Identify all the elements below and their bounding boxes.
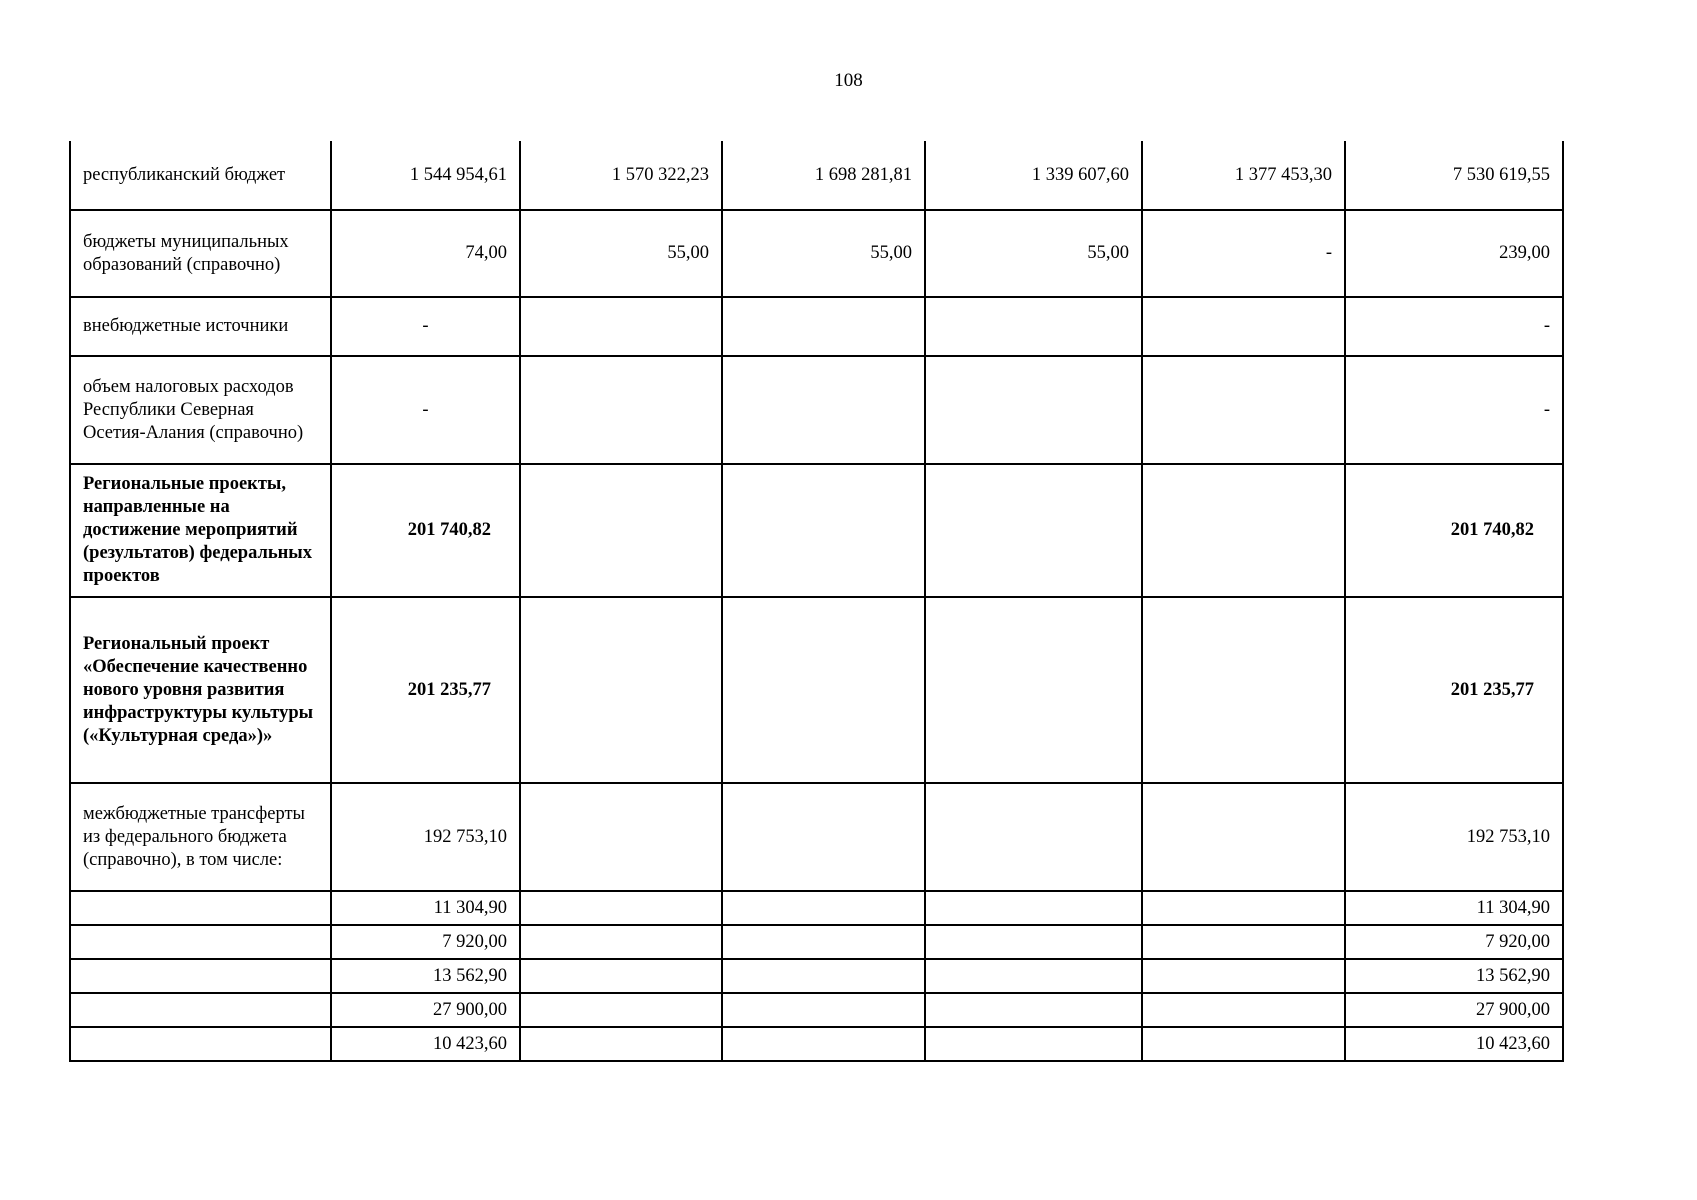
value-cell: - [1345, 356, 1563, 464]
value-cell [722, 356, 925, 464]
value-cell: 55,00 [722, 210, 925, 297]
value-cell [722, 1027, 925, 1061]
value-cell: 1 544 954,61 [331, 141, 520, 210]
value-cell [722, 297, 925, 356]
row-label: объем налоговых расходов Республики Северная Осетия-Алания (справочно) [70, 356, 331, 464]
value-cell [520, 925, 722, 959]
value-cell: 192 753,10 [331, 783, 520, 891]
table-row [70, 464, 1563, 597]
row-label [70, 891, 331, 925]
value-cell: 7 530 619,55 [1345, 141, 1563, 210]
value-cell [1142, 925, 1345, 959]
value-cell [722, 891, 925, 925]
value-cell [520, 783, 722, 891]
value-cell: - [331, 297, 520, 356]
value-cell [520, 891, 722, 925]
row-label [70, 1027, 331, 1061]
value-cell: 55,00 [925, 210, 1142, 297]
value-cell [925, 959, 1142, 993]
page-number: 108 [834, 70, 863, 91]
row-label: внебюджетные источники [70, 297, 331, 356]
row-label: межбюджетные трансферты из федерального бюджета (справочно), в том числе: [70, 783, 331, 891]
value-cell: 1 570 322,23 [520, 141, 722, 210]
table-row [70, 597, 1563, 783]
value-cell: 1 339 607,60 [925, 141, 1142, 210]
value-cell: - [331, 356, 520, 464]
value-cell [520, 297, 722, 356]
value-cell [925, 925, 1142, 959]
value-cell [1142, 597, 1345, 783]
row-label: Региональные проекты, направленные на достижение мероприятий (результатов) федеральных проектов [70, 464, 331, 597]
value-cell [925, 464, 1142, 597]
value-cell: 27 900,00 [331, 993, 520, 1027]
table-row [70, 925, 1563, 959]
value-cell [925, 597, 1142, 783]
budget-table [69, 141, 1564, 1062]
value-cell [1142, 356, 1345, 464]
value-cell [722, 925, 925, 959]
table-row [70, 891, 1563, 925]
value-cell [520, 1027, 722, 1061]
row-label [70, 993, 331, 1027]
row-label: бюджеты муниципальных образований (справочно) [70, 210, 331, 297]
value-cell: 1 698 281,81 [722, 141, 925, 210]
value-cell: - [1345, 297, 1563, 356]
value-cell [520, 959, 722, 993]
value-cell [520, 464, 722, 597]
value-cell [1142, 891, 1345, 925]
value-cell [1142, 783, 1345, 891]
value-cell: - [1142, 210, 1345, 297]
table-row [70, 356, 1563, 464]
value-cell: 74,00 [331, 210, 520, 297]
value-cell: 7 920,00 [331, 925, 520, 959]
value-cell [1142, 1027, 1345, 1061]
value-cell [925, 297, 1142, 356]
value-cell: 11 304,90 [331, 891, 520, 925]
value-cell [520, 993, 722, 1027]
value-cell: 13 562,90 [331, 959, 520, 993]
value-cell [925, 993, 1142, 1027]
value-cell: 10 423,60 [1345, 1027, 1563, 1061]
value-cell [722, 597, 925, 783]
value-cell: 239,00 [1345, 210, 1563, 297]
value-cell: 192 753,10 [1345, 783, 1563, 891]
value-cell [925, 356, 1142, 464]
value-cell: 1 377 453,30 [1142, 141, 1345, 210]
value-cell: 10 423,60 [331, 1027, 520, 1061]
table-row [70, 210, 1563, 297]
value-cell: 13 562,90 [1345, 959, 1563, 993]
table-row [70, 959, 1563, 993]
value-cell [1142, 959, 1345, 993]
value-cell [925, 1027, 1142, 1061]
value-cell [722, 464, 925, 597]
value-cell: 7 920,00 [1345, 925, 1563, 959]
value-cell [722, 959, 925, 993]
table-row [70, 783, 1563, 891]
value-cell: 201 740,82 [331, 464, 520, 597]
table-row [70, 993, 1563, 1027]
value-cell: 201 740,82 [1345, 464, 1563, 597]
row-label: республиканский бюджет [70, 141, 331, 210]
table-row [70, 141, 1563, 210]
value-cell: 11 304,90 [1345, 891, 1563, 925]
table-row [70, 1027, 1563, 1061]
value-cell [722, 783, 925, 891]
value-cell [925, 891, 1142, 925]
value-cell [520, 356, 722, 464]
value-cell [520, 597, 722, 783]
value-cell: 27 900,00 [1345, 993, 1563, 1027]
value-cell [925, 783, 1142, 891]
value-cell [1142, 993, 1345, 1027]
table-row [70, 297, 1563, 356]
value-cell: 55,00 [520, 210, 722, 297]
value-cell: 201 235,77 [1345, 597, 1563, 783]
value-cell [1142, 464, 1345, 597]
row-label: Региональный проект «Обеспечение качественно нового уровня развития инфраструктуры культуры («Культурная среда»)» [70, 597, 331, 783]
value-cell: 201 235,77 [331, 597, 520, 783]
row-label [70, 959, 331, 993]
value-cell [1142, 297, 1345, 356]
row-label [70, 925, 331, 959]
value-cell [722, 993, 925, 1027]
